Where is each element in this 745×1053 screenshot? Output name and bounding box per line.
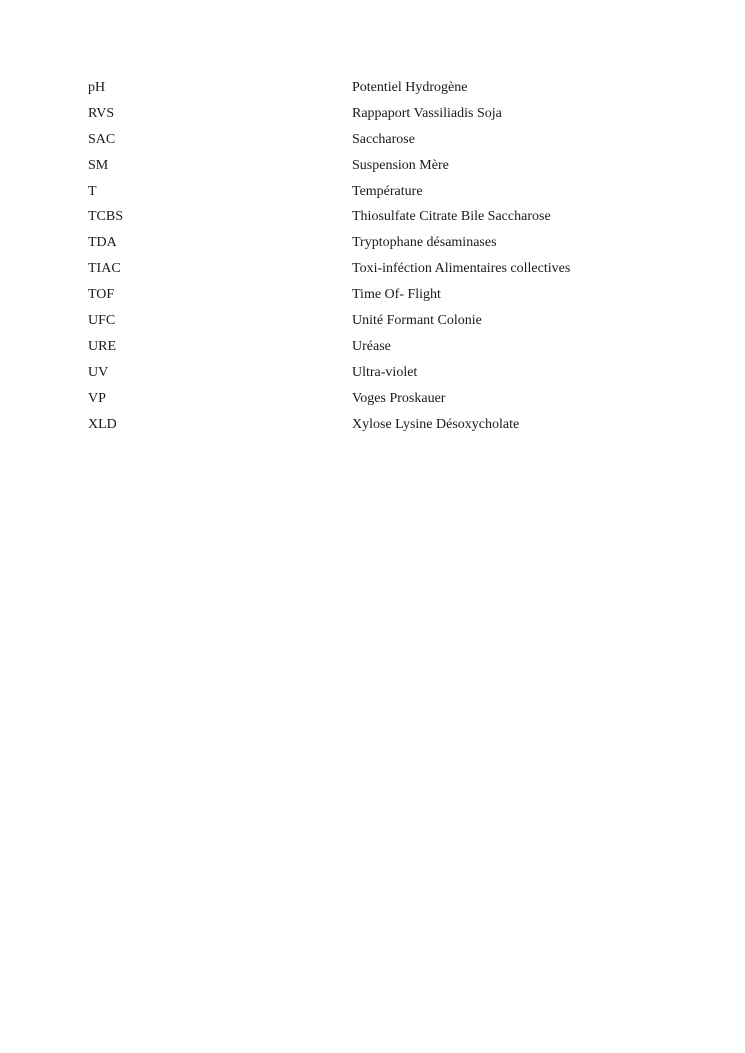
abbreviation-term: SM <box>88 157 109 173</box>
abbreviation-term: UV <box>88 364 109 380</box>
abbreviation-row <box>88 310 648 336</box>
abbreviation-definition: Potentiel Hydrogène <box>352 80 468 95</box>
abbreviation-row <box>88 181 648 207</box>
abbreviation-definition: Tryptophane désaminases <box>352 235 497 251</box>
abbreviation-term: UFC <box>88 313 116 329</box>
abbreviation-term: SAC <box>88 131 116 147</box>
abbreviation-definition: Unité Formant Colonie <box>352 313 482 329</box>
abbreviation-row <box>88 129 648 155</box>
abbreviation-row <box>88 206 648 232</box>
abbreviation-definition: Rappaport Vassiliadis Soja <box>352 105 502 121</box>
abbreviation-term: XLD <box>88 416 117 432</box>
abbreviation-term: RVS <box>88 105 115 121</box>
abbreviation-row <box>88 336 648 362</box>
abbreviation-definition: Suspension Mère <box>352 157 449 173</box>
abbreviation-definition: Ultra-violet <box>352 364 418 380</box>
abbreviation-row <box>88 103 648 129</box>
abbreviation-row <box>88 362 648 388</box>
abbreviation-definition: Saccharose <box>352 131 415 147</box>
abbreviation-row <box>88 77 648 103</box>
abbreviation-row <box>88 414 648 440</box>
abbreviation-row <box>88 232 648 258</box>
abbreviation-list <box>88 77 648 439</box>
abbreviation-term: TIAC <box>88 261 121 277</box>
abbreviation-term: TDA <box>88 235 117 251</box>
abbreviation-definition: Uréase <box>352 338 391 354</box>
abbreviation-row <box>88 284 648 310</box>
abbreviation-term: VP <box>88 390 106 406</box>
abbreviation-definition: Time Of- Flight <box>352 287 441 303</box>
abbreviation-term: pH <box>88 80 106 95</box>
abbreviation-definition: Toxi-inféction Alimentaires collectives <box>352 261 571 277</box>
abbreviation-definition: Thiosulfate Citrate Bile Saccharose <box>352 209 551 225</box>
abbreviation-term: T <box>88 183 97 199</box>
abbreviation-definition: Température <box>352 183 423 199</box>
abbreviation-definition: Xylose Lysine Désoxycholate <box>352 416 520 432</box>
abbreviation-term: URE <box>88 338 116 354</box>
abbreviation-row <box>88 388 648 414</box>
abbreviation-row <box>88 258 648 284</box>
abbreviation-row <box>88 155 648 181</box>
abbreviation-definition: Voges Proskauer <box>352 390 446 406</box>
abbreviation-term: TCBS <box>88 209 124 225</box>
abbreviation-term: TOF <box>88 287 115 303</box>
